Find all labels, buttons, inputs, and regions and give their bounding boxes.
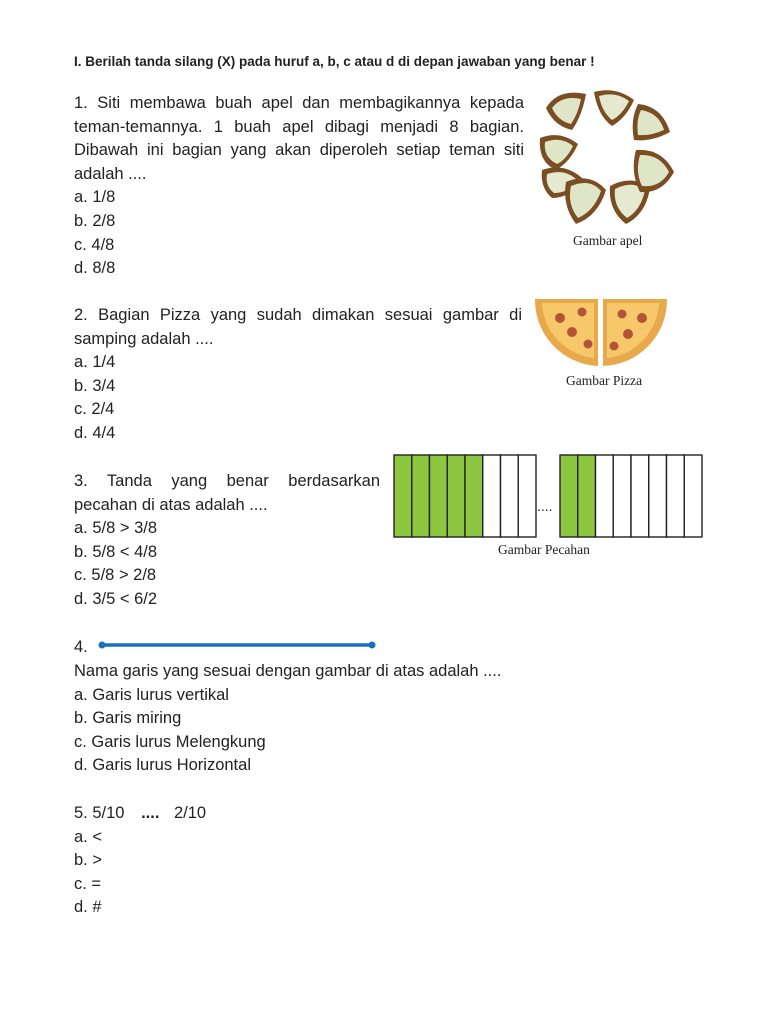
question-5-option-b: b. > <box>74 851 102 870</box>
question-4-line-1: Nama garis yang sesuai dengan gambar di atas adalah .... <box>74 662 502 680</box>
fraction-right-part-4 <box>613 455 631 537</box>
fraction-left-part-5 <box>465 455 483 537</box>
question-5 <box>74 802 374 920</box>
apple-slice-8 <box>634 150 674 192</box>
line-end-point <box>369 642 376 649</box>
question-2-line-1: 2. Bagian Pizza yang sudah dimakan sesuai gambar di <box>74 306 522 324</box>
fraction-comparison-dots: .... <box>537 498 553 514</box>
question-4-option-d: d. Garis lurus Horizontal <box>74 756 251 775</box>
apple-slice-4 <box>540 135 578 170</box>
apple-slice-1 <box>546 93 586 130</box>
question-4-option-b: b. Garis miring <box>74 709 182 728</box>
question-3-option-a: a. 5/8 > 3/8 <box>74 519 158 538</box>
fraction-right-part-1 <box>560 455 578 537</box>
question-5-dots: .... <box>141 804 160 822</box>
pizza-left-quarter <box>535 299 598 366</box>
question-4-number: 4. <box>74 638 88 656</box>
fraction-left-part-6 <box>483 455 501 537</box>
question-1-option-a: a. 1/8 <box>74 188 116 207</box>
question-1-line-1: 1. Siti membawa buah apel dan membagikannya kepada <box>74 94 524 112</box>
apple-slice-3 <box>633 104 670 140</box>
pizza-right-quarter <box>603 299 667 366</box>
fraction-left-part-1 <box>394 455 412 537</box>
fraction-bar-right <box>559 454 703 538</box>
question-2-option-d: d. 4/4 <box>74 423 116 442</box>
question-2 <box>74 304 522 446</box>
question-3-line-1: 3. Tanda yang benar berdasarkan <box>74 472 380 490</box>
question-1-line-4: adalah .... <box>74 164 147 183</box>
fraction-right-part-6 <box>649 455 667 537</box>
line-start-point <box>99 642 106 649</box>
apple-caption: Gambar apel <box>573 233 643 248</box>
question-5-line <box>74 802 374 826</box>
horizontal-line-picture <box>96 638 380 652</box>
question-3-option-b: b. 5/8 < 4/8 <box>74 542 158 561</box>
question-5-suffix: 2/10 <box>174 804 207 822</box>
question-3 <box>74 470 380 612</box>
question-3-line-2: pecahan di atas adalah .... <box>74 495 268 514</box>
fraction-caption: Gambar Pecahan <box>498 542 590 557</box>
question-5-option-a: a. < <box>74 827 102 846</box>
fraction-left-part-8 <box>518 455 536 537</box>
fraction-left-part-3 <box>430 455 448 537</box>
fraction-left-part-2 <box>412 455 430 537</box>
fraction-right-part-8 <box>684 455 702 537</box>
question-3-option-d: d. 3/5 < 6/2 <box>74 589 158 608</box>
question-1-option-c: c. 4/8 <box>74 235 115 254</box>
question-1-option-d: d. 8/8 <box>74 259 116 278</box>
fraction-right-part-2 <box>578 455 596 537</box>
question-4 <box>74 660 534 778</box>
apple-slice-2 <box>594 90 634 126</box>
question-2-option-c: c. 2/4 <box>74 400 115 419</box>
pizza-caption: Gambar Pizza <box>566 373 643 388</box>
question-5-option-c: c. = <box>74 874 102 893</box>
question-3-option-c: c. 5/8 > 2/8 <box>74 566 157 585</box>
fraction-right-part-5 <box>631 455 649 537</box>
question-1-option-b: b. 2/8 <box>74 211 116 230</box>
question-4-option-c: c. Garis lurus Melengkung <box>74 732 266 751</box>
question-4-option-a: a. Garis lurus vertikal <box>74 685 229 704</box>
fraction-left-part-7 <box>501 455 519 537</box>
fraction-right-part-3 <box>596 455 614 537</box>
apple-slice-6 <box>565 178 606 224</box>
instruction-text: I. Berilah tanda silang (X) pada huruf a, b, c atau d di depan jawaban yang benar ! <box>74 54 595 69</box>
question-5-prefix: 5. 5/10 <box>74 804 125 822</box>
question-1-line-2: teman-temannya. 1 buah apel dibagi menjadi 8 bagian. <box>74 117 524 136</box>
question-5-option-d: d. # <box>74 898 102 917</box>
question-2-line-2: samping adalah .... <box>74 329 214 348</box>
apple-slices-picture <box>536 86 676 236</box>
question-2-option-a: a. 1/4 <box>74 353 116 372</box>
pizza-picture <box>532 296 670 370</box>
question-1-line-3: Dibawah ini bagian yang akan diperoleh setiap teman siti <box>74 141 524 160</box>
question-1 <box>74 92 524 281</box>
question-2-option-b: b. 3/4 <box>74 376 116 395</box>
fraction-right-part-7 <box>667 455 685 537</box>
fraction-bar-left <box>393 454 537 538</box>
fraction-left-part-4 <box>447 455 465 537</box>
